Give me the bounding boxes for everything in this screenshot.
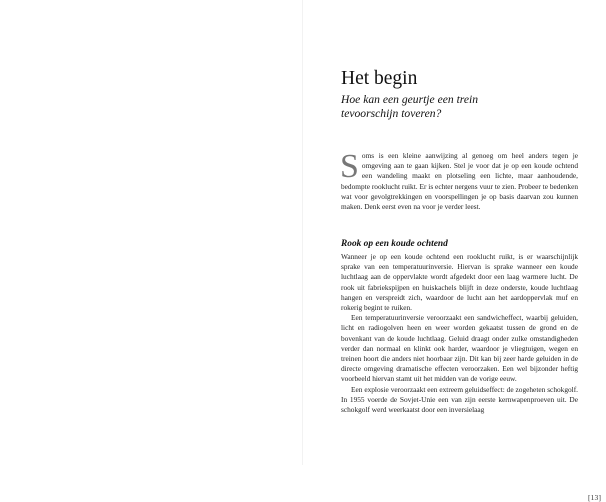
left-page [0,0,303,465]
chapter-subtitle-line-2: tevoorschijn toveren? [341,107,442,120]
body-paragraph-2: Een temperatuurinversie veroorzaakt een sandwicheffect, waarbij geluiden, licht en radiogolven heen en weer worden gekaatst tussen de grond en de bovenkant van de koude luchtlaag. Geluid draagt onder zulke omstandigheden verder dan normaal en klinkt ook harder, waardoor je vliegtuigen, wegen en treinen hoort die anders niet hoorbaar zijn. Dit kan bij zeer harde geluiden in de directe omgeving dramatische effecten veroorzaken. Een wel bijzonder heftig voorbeeld hiervan stamt uit het midden van de vorige eeuw. [341,313,578,384]
intro-text: oms is een kleine aanwijzing al genoeg om heel anders tegen je omgeving aan te gaan kijken. Stel je voor dat je op een koude ochtend een wandeling maakt en plotseling een lichte, maar aanhoudende, bedompte rooklucht ruikt. Er is echter nergens vuur te zien. Probeer te bedenken wat voor gevolgtrekkingen en voorspellingen je op basis daarvan zou kunnen maken. Denk eerst even na voor je verder leest. [341,151,578,212]
section-heading: Rook op een koude ochtend [341,239,448,249]
body-paragraph-1: Wanneer je op een koude ochtend een rooklucht ruikt, is er waarschijnlijk sprake van een temperatuurinversie. Hiervan is sprake wanneer een koude luchtlaag aan de oppervlakte wordt afgedekt door een laag warmere lucht. De rook uit fabriekspijpen en huiskachels blijft in deze onderste, koude luchtlaag hangen en verspreidt zich, waardoor de lucht aan het aardoppervlak muf en rokerig begint te ruiken. [341,252,578,313]
page-number: [13] [588,493,602,502]
chapter-subtitle [341,93,578,121]
chapter-subtitle-line-1: Hoe kan een geurtje een trein [341,93,479,106]
chapter-title: Het begin [341,68,418,89]
intro-paragraph [340,148,578,212]
body-paragraph-3: Een explosie veroorzaakt een extreem geluidseffect: de zogeheten schokgolf. In 1955 voerde de Sovjet-Unie een van zijn eerste kernwapenproeven uit. De schokgolf werd weerkaatst door een inversielaag [341,384,578,415]
section-body [341,252,578,415]
right-page [303,0,606,502]
drop-cap: S [340,148,359,185]
page-content [340,68,602,502]
